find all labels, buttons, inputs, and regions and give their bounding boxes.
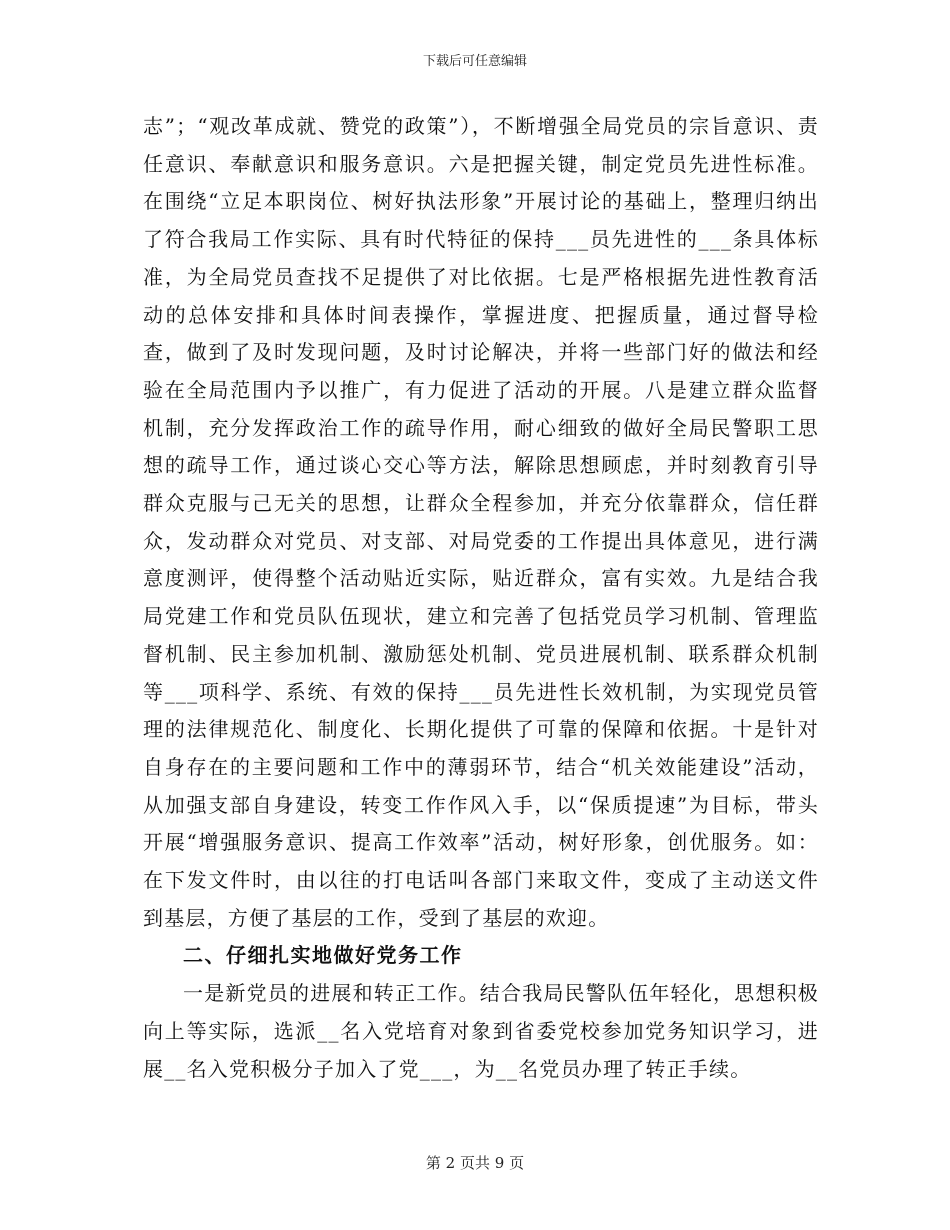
page-header: 下载后可任意编辑: [422, 54, 527, 69]
body-paragraph: 志”；“观改革成就、赞党的政策”），不断增强全局党员的宗旨意识、责任意识、奉献意识和服务意识。六是把握关键，制定党员先进性标准。在围绕“立足本职岗位、树好执法形象”开展讨论的基础上，整理归纳出了符合我局工作实际、具有时代特征的保持___员先进性的___条具体标准，为全局党员查找不足提供了对比依据。七是严格根据先进性教育活动的总体安排和具体时间表操作，掌握进度、把握质量，通过督导检查，做到了及时发现问题，及时讨论解决，并将一些部门好的做法和经验在全局范围内予以推广，有力促进了活动的开展。八是建立群众监督机制，充分发挥政治工作的疏导作用，耐心细致的做好全局民警职工思想的疏导工作，通过谈心交心等方法，解除思想顾虑，并时刻教育引导群众克服与己无关的思想，让群众全程参加，并充分依靠群众，信任群众，发动群众对党员、对支部、对局党委的工作提出具体意见，进行满意度测评，使得整个活动贴近实际，贴近群众，富有实效。九是结合我局党建工作和党员队伍现状，建立和完善了包括党员学习机制、管理监督机制、民主参加机制、激励惩处机制、党员进展机制、联系群众机制等___项科学、系统、有效的保持___员先进性长效机制，为实现党员管理的法律规范化、制度化、长期化提供了可靠的保障和依据。十是针对自身存在的主要问题和工作中的薄弱环节，结合“机关效能建设”活动，从加强支部自身建设，转变工作作风入手，以“保质提速”为目标，带头开展“增强服务意识、提高工作效率”活动，树好形象，创优服务。如：在下发文件时，由以往的打电话叫各部门来取文件，变成了主动送文件到基层，方便了基层的工作，受到了基层的欢迎。: [143, 114, 819, 930]
document-body: [143, 108, 819, 1088]
body-paragraph: 一是新党员的进展和转正工作。结合我局民警队伍年轻化，思想积极向上等实际，选派__名入党培育对象到省委党校参加党务知识学习，进展__名入党积极分子加入了党___，为__名党员办理了转正手续。: [143, 981, 819, 1081]
page-footer: 第 2 页共 9 页: [425, 1154, 525, 1172]
section-heading: 二、仔细扎实地做好党务工作: [183, 943, 463, 968]
